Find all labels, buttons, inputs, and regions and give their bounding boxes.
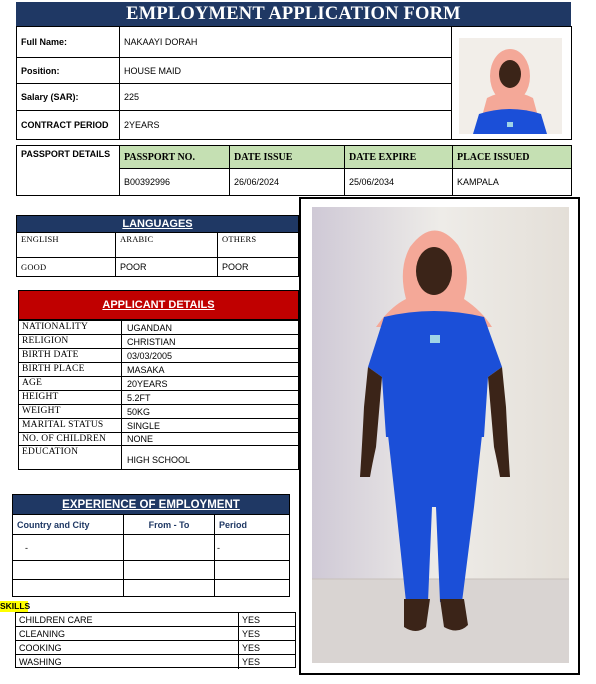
date-expire-value: 25/06/2034 — [344, 168, 453, 196]
full-body-photo-frame — [299, 197, 580, 675]
applicant-label-religion: RELIGION — [18, 335, 122, 349]
applicant-value-religion: CHRISTIAN — [121, 335, 298, 349]
date-expire-header: DATE EXPIRE — [344, 145, 453, 169]
contract-value: 2YEARS — [119, 110, 452, 140]
applicant-value-nationality: UGANDAN — [121, 321, 298, 335]
lang-english-header: ENGLISH — [16, 232, 116, 258]
applicant-label-birth-date: BIRTH DATE — [18, 349, 122, 363]
applicant-value-education: HIGH SCHOOL — [127, 455, 191, 465]
skill-label-cooking: COOKING — [15, 641, 239, 655]
exp-row2-fromto — [123, 560, 215, 580]
applicant-label-age: AGE — [18, 377, 122, 391]
applicant-label-birth-place: BIRTH PLACE — [18, 363, 122, 377]
contract-label: CONTRACT PERIOD — [16, 110, 120, 140]
skill-value-children-care: YES — [238, 613, 295, 627]
exp-row3-country — [12, 579, 124, 597]
exp-row3-period — [214, 579, 290, 597]
lang-others-header: OTHERS — [217, 232, 299, 258]
lang-others-value: POOR — [217, 257, 299, 277]
exp-country-header: Country and City — [12, 514, 124, 535]
applicant-value-marital-status: SINGLE — [121, 419, 298, 433]
lang-english-value: GOOD — [16, 257, 116, 277]
applicant-value-birth-place: MASAKA — [121, 363, 298, 377]
form-title: EMPLOYMENT APPLICATION FORM — [16, 2, 571, 26]
exp-row1-country: - — [12, 534, 124, 561]
languages-title: LANGUAGES — [16, 215, 299, 233]
applicant-details-title: APPLICANT DETAILS — [18, 290, 299, 320]
exp-row2-country — [12, 560, 124, 580]
salary-value: 225 — [119, 83, 452, 111]
applicant-label-weight: WEIGHT — [18, 405, 122, 419]
experience-title: EXPERIENCE OF EMPLOYMENT — [12, 494, 290, 515]
applicant-value-age: 20YEARS — [121, 377, 298, 391]
applicant-portrait-small — [459, 38, 562, 134]
skill-label-children-care: CHILDREN CARE — [15, 613, 239, 627]
position-value: HOUSE MAID — [119, 57, 452, 84]
position-label: Position: — [16, 57, 120, 84]
applicant-label-nationality: NATIONALITY — [18, 321, 122, 335]
applicant-label-height: HEIGHT — [18, 391, 122, 405]
lang-arabic-header: ARABIC — [115, 232, 218, 258]
passport-no-value: B00392996 — [119, 168, 230, 196]
exp-row1-period: - — [214, 534, 290, 561]
place-issued-header: PLACE ISSUED — [452, 145, 572, 169]
applicant-value-height: 5.2FT — [121, 391, 298, 405]
skill-label-washing: WASHING — [15, 655, 239, 669]
applicant-label-marital-status: MARITAL STATUS — [18, 419, 122, 433]
date-issue-header: DATE ISSUE — [229, 145, 345, 169]
applicant-full-body-photo — [312, 207, 569, 663]
exp-period-header: Period — [214, 514, 290, 535]
passport-no-header: PASSPORT NO. — [119, 145, 230, 169]
exp-row2-period — [214, 560, 290, 580]
applicant-value-weight: 50KG — [121, 405, 298, 419]
applicant-value-no-of-children: NONE — [121, 433, 298, 446]
place-issued-value: KAMPALA — [452, 168, 572, 196]
applicant-label-no-of-children: NO. OF CHILDREN — [18, 433, 122, 446]
exp-row3-fromto — [123, 579, 215, 597]
lang-arabic-value: POOR — [115, 257, 218, 277]
skill-value-cooking: YES — [238, 641, 295, 655]
applicant-label-education: EDUCATION — [18, 446, 122, 469]
exp-row1-fromto — [123, 534, 215, 561]
date-issue-value: 26/06/2024 — [229, 168, 345, 196]
full-name-value: NAKAAYI DORAH — [119, 26, 452, 58]
photo-box — [451, 26, 572, 140]
applicant-value-birth-date: 03/03/2005 — [121, 349, 298, 363]
full-name-label: Full Name: — [16, 26, 120, 58]
skill-value-washing: YES — [242, 657, 261, 667]
salary-label: Salary (SAR): — [16, 83, 120, 111]
skill-label-cleaning: CLEANING — [15, 627, 239, 641]
skill-value-cleaning: YES — [238, 627, 295, 641]
passport-label: PASSPORT DETAILS — [16, 145, 120, 196]
skills-title: SKILLS — [0, 601, 31, 611]
exp-fromto-header: From - To — [123, 514, 215, 535]
